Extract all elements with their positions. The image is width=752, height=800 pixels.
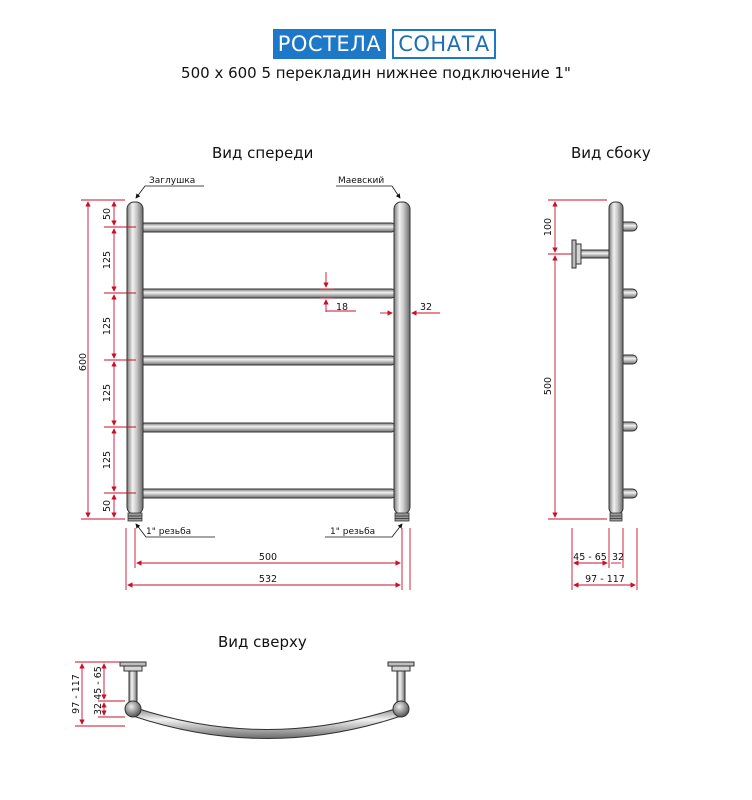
top-view xyxy=(71,662,414,739)
dim-center-width: 500 xyxy=(258,552,278,563)
dim-top-wall-gap: 45 - 65 xyxy=(93,666,104,700)
side-view-title: Вид сбоку xyxy=(571,144,651,162)
dim-side-height: 500 xyxy=(543,376,554,396)
dim-top-total-depth: 97 - 117 xyxy=(71,674,82,714)
right-thread xyxy=(395,513,409,521)
dim-spacing-3: 125 xyxy=(102,383,113,403)
rung-3 xyxy=(138,356,396,365)
plug-label: Заглушка xyxy=(149,176,196,186)
dim-overall-width: 532 xyxy=(258,574,278,585)
dim-side-total-depth: 97 - 117 xyxy=(585,574,625,585)
mayevsky-callout xyxy=(336,176,400,198)
dim-top-gap: 50 xyxy=(102,207,113,221)
thread-left-callout xyxy=(136,524,215,537)
front-view-title: Вид спереди xyxy=(212,144,314,162)
rung-1 xyxy=(138,223,396,232)
model-name: СОНАТА xyxy=(398,32,490,56)
brand-name: РОСТЕЛА xyxy=(277,32,382,56)
front-view xyxy=(78,176,440,590)
rungs xyxy=(138,223,396,498)
thread-left-label: 1" резьба xyxy=(146,527,192,537)
top-left-post xyxy=(125,701,141,717)
top-right-flange xyxy=(388,662,414,705)
top-view-title: Вид сверху xyxy=(218,633,307,651)
top-left-flange xyxy=(120,662,146,705)
dim-bottom-gap: 50 xyxy=(102,499,113,513)
side-view xyxy=(543,200,637,590)
wall-bracket xyxy=(572,240,611,268)
dim-spacing-2: 125 xyxy=(102,316,113,336)
top-curved-rung xyxy=(133,707,401,739)
dim-side-post-width: 32 xyxy=(611,552,625,563)
dim-top-post: 32 xyxy=(93,702,104,716)
rung-4 xyxy=(138,423,396,432)
dim-spacing-1: 125 xyxy=(102,250,113,270)
plug-callout xyxy=(136,176,204,198)
dim-rung-diameter: 18 xyxy=(336,302,349,313)
dim-spacing-4: 125 xyxy=(102,450,113,470)
side-thread xyxy=(610,513,622,521)
product-subtitle: 500 x 600 5 перекладин нижнее подключение 1" xyxy=(181,64,571,82)
dim-bracket-offset: 100 xyxy=(543,217,554,237)
side-post xyxy=(609,202,623,514)
top-right-post xyxy=(393,701,409,717)
thread-right-callout xyxy=(325,524,402,537)
dim-post-diameter: 32 xyxy=(420,302,433,313)
mayevsky-label: Маевский xyxy=(338,176,385,186)
rung-5 xyxy=(138,489,396,498)
dim-side-wall-gap: 45 - 65 xyxy=(573,552,607,563)
thread-right-label: 1" резьба xyxy=(330,527,376,537)
rung-2 xyxy=(138,289,396,298)
right-post xyxy=(394,202,410,514)
dim-total-height: 600 xyxy=(78,352,89,372)
left-post xyxy=(127,202,143,514)
left-thread xyxy=(128,513,142,521)
